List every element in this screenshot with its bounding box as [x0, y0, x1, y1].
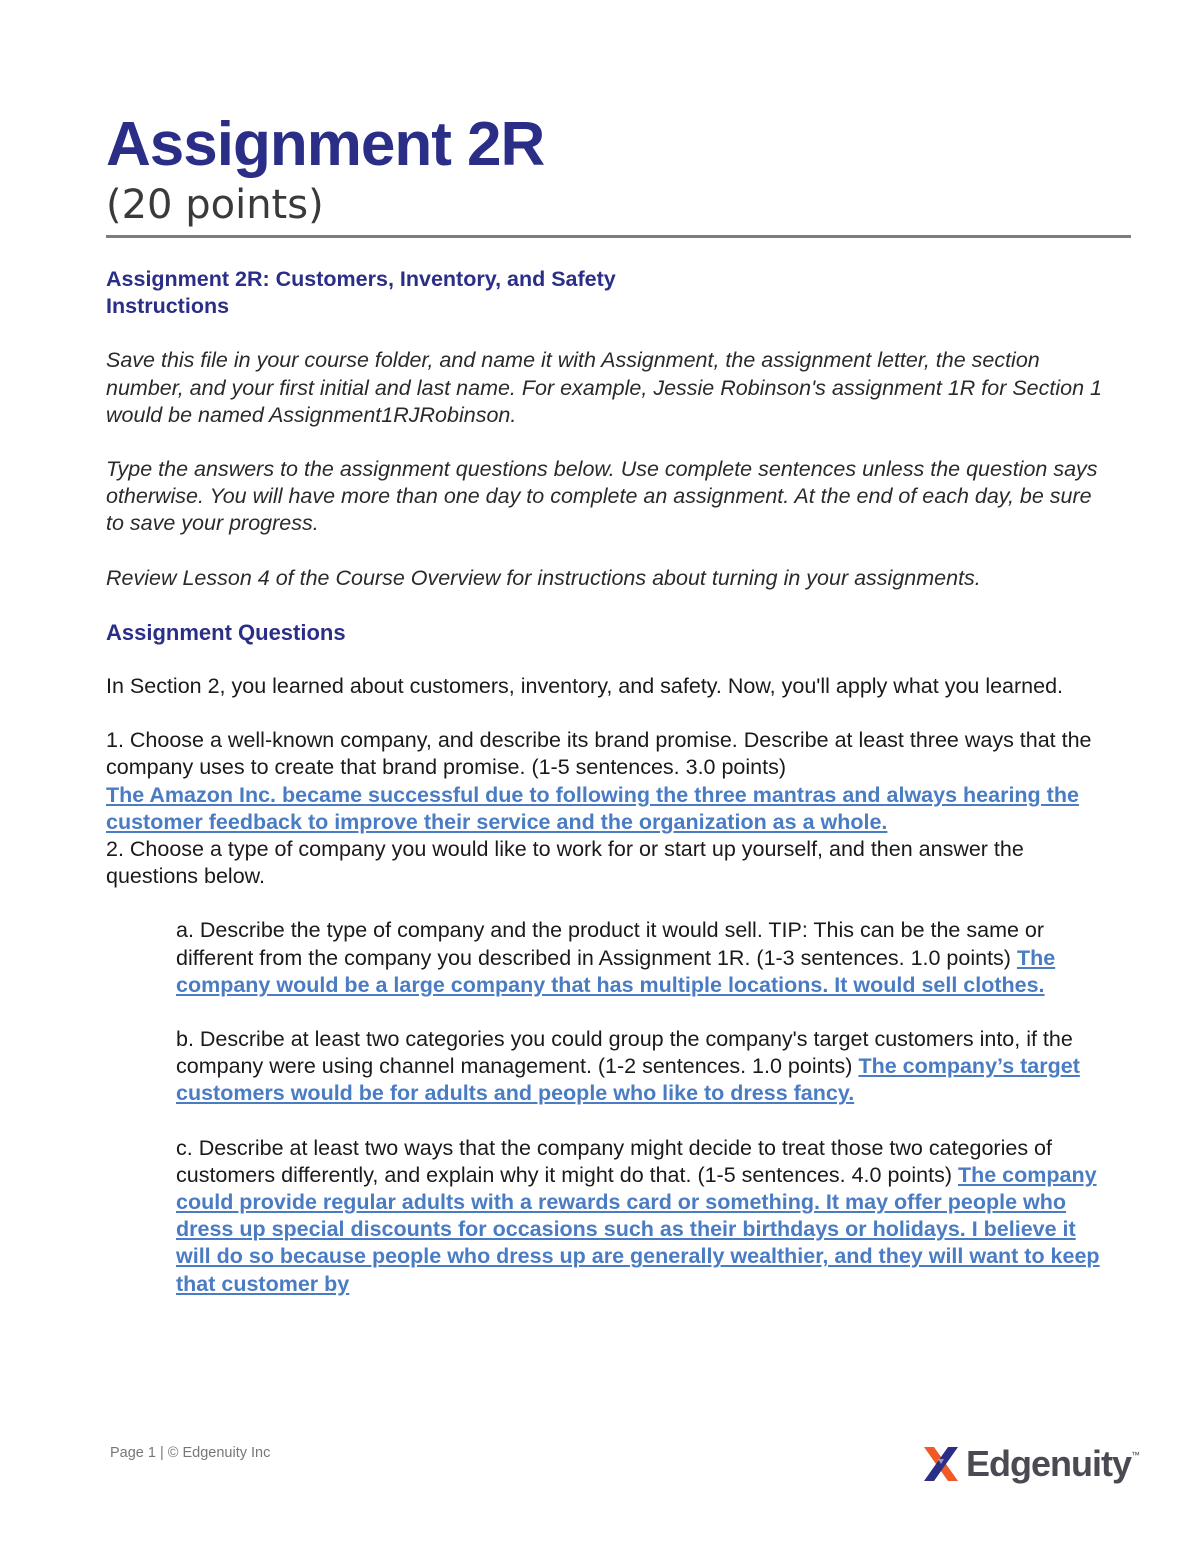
assignment-heading: Assignment 2R: Customers, Inventory, and Safety: [106, 267, 616, 291]
question-2c-prompt: c. Describe at least two ways that the company might decide to treat those two categories of customers differently, and explain why it might do that. (1-5 sentences. 4.0 points): [176, 1135, 1052, 1187]
question-2-prompt: 2. Choose a type of company you would like to work for or start up yourself, and then answer the questions below.: [106, 837, 1024, 889]
edgenuity-x-icon: [920, 1443, 962, 1485]
logo-wordmark: Edgenuity: [966, 1443, 1132, 1484]
page-title: Assignment 2R: [106, 110, 545, 179]
document-body: [106, 266, 1106, 1298]
question-2c-answer[interactable]: The company could provide regular adults with a rewards card or something. It may offer people who dress up special discounts for occasions such as their birthdays or holidays. I believe it will do so because people who dress up are generally wealthier, and they will want to keep that customer by: [176, 1162, 1100, 1296]
title-divider: [106, 235, 1131, 238]
question-2a-answer[interactable]: The company would be a large company that has multiple locations. It would sell clothes.: [176, 945, 1056, 997]
questions-heading: Assignment Questions: [106, 619, 346, 645]
questions-lead: In Section 2, you learned about customers, inventory, and safety. Now, you'll apply what you learned.: [106, 674, 1064, 699]
instructions-paragraph-2: Type the answers to the assignment questions below. Use complete sentences unless the question says otherwise. You will have more than one day to complete an assignment. At the end of each day, be sure to save your progress.: [106, 457, 1098, 536]
page-footer: Page 1 | © Edgenuity Inc: [110, 1445, 271, 1461]
question-2a: [176, 917, 1106, 999]
title-block: [106, 110, 1106, 230]
edgenuity-logo: [920, 1440, 1140, 1488]
trademark-symbol: ™: [1131, 1450, 1141, 1460]
question-1-answer[interactable]: The Amazon Inc. became successful due to following the three mantras and always hearing the customer feedback to improve their service and the organization as a whole.: [106, 782, 1079, 834]
instructions-paragraph-3: Review Lesson 4 of the Course Overview for instructions about turning in your assignments.: [106, 565, 981, 590]
instructions-heading: Instructions: [106, 294, 230, 319]
question-2a-prompt: a. Describe the type of company and the product it would sell. TIP: This can be the same or different from the company you described in Assignment 1R. (1-3 sentences. 1.0 points): [176, 918, 1045, 970]
points-subtitle: (20 points): [106, 182, 324, 228]
question-2c: [176, 1135, 1106, 1298]
question-2b-answer[interactable]: The company’s target customers would be for adults and people who like to dress fancy.: [176, 1054, 1080, 1106]
question-2b: [176, 1026, 1106, 1108]
question-1-prompt: 1. Choose a well-known company, and describe its brand promise. Describe at least three ways that the company uses to create that brand promise. (1-5 sentences. 3.0 points): [106, 728, 1092, 780]
question-2b-prompt: b. Describe at least two categories you could group the company's target customers into, if the company were using channel management. (1-2 sentences. 1.0 points): [176, 1027, 1073, 1079]
instructions-paragraph-1: Save this file in your course folder, and name it with Assignment, the assignment letter, the section number, and your first initial and last name. For example, Jessie Robinson's assignment 1R for Section 1 would be named Assignment1RJRobinson.: [106, 348, 1102, 427]
